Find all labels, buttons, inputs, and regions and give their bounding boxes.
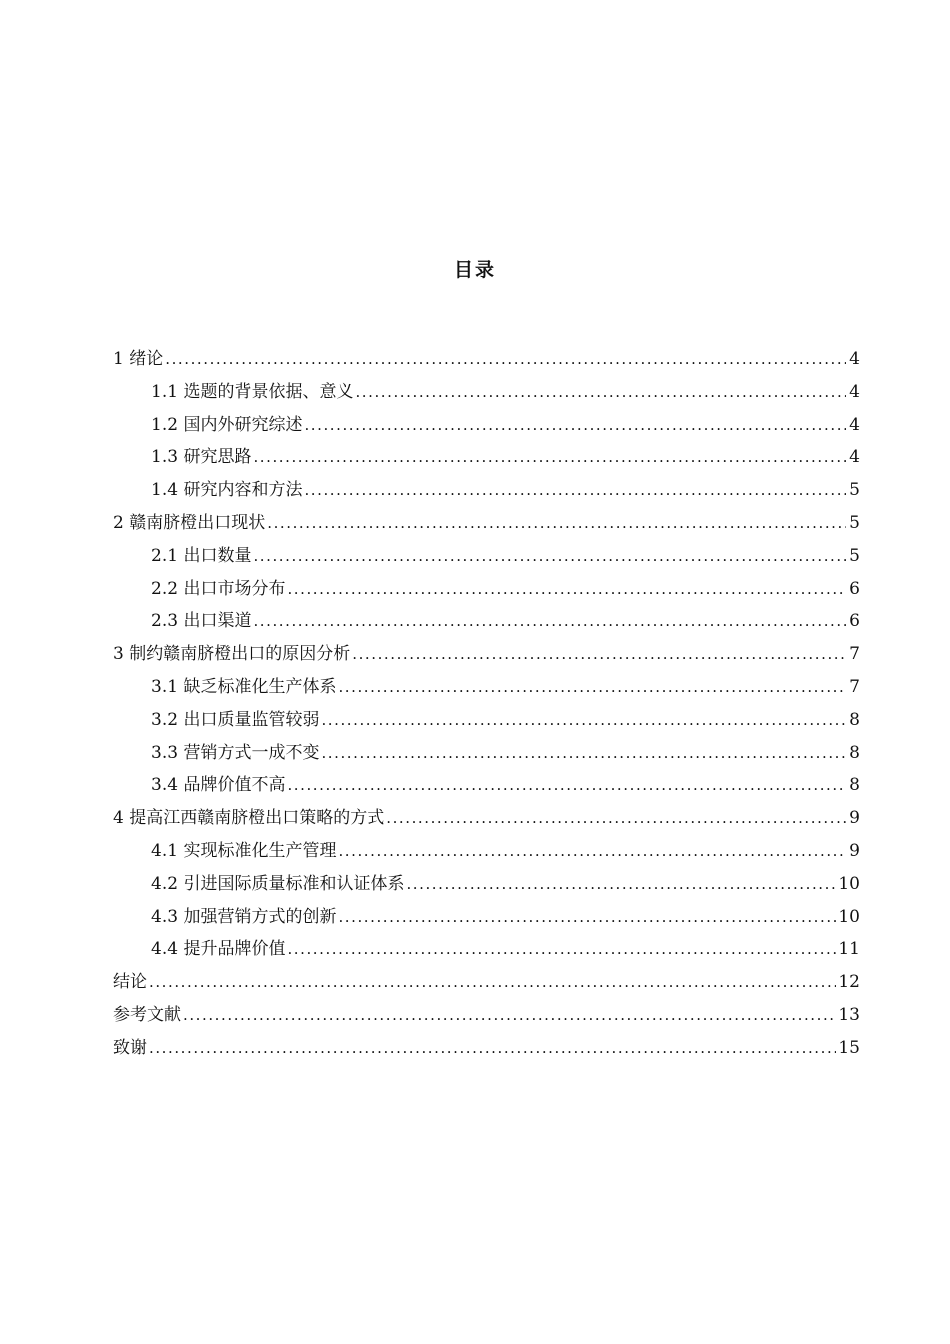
toc-dot-leader bbox=[321, 704, 846, 737]
toc-entry[interactable] bbox=[113, 1032, 860, 1065]
toc-entry[interactable] bbox=[113, 901, 860, 934]
table-of-contents bbox=[113, 343, 860, 1065]
toc-entry-label: 2.2 出口市场分布 bbox=[151, 578, 286, 599]
toc-dot-leader bbox=[338, 901, 836, 934]
toc-entry-label: 1.2 国内外研究综述 bbox=[151, 414, 303, 435]
toc-entry[interactable] bbox=[113, 671, 860, 704]
toc-entry[interactable] bbox=[113, 409, 860, 442]
toc-entry[interactable] bbox=[113, 376, 860, 409]
toc-entry-label: 3.3 营销方式一成不变 bbox=[151, 742, 320, 763]
toc-dot-leader bbox=[149, 1032, 836, 1065]
toc-entry-label: 1.4 研究内容和方法 bbox=[151, 480, 303, 501]
toc-dot-leader bbox=[287, 769, 846, 802]
toc-dot-leader bbox=[304, 409, 846, 442]
toc-entry[interactable] bbox=[113, 540, 860, 573]
toc-entry-label: 参考文献 bbox=[113, 1004, 181, 1025]
toc-entry-label: 3.1 缺乏标准化生产体系 bbox=[151, 676, 337, 697]
toc-dot-leader bbox=[304, 474, 846, 507]
toc-entry[interactable] bbox=[113, 573, 860, 606]
toc-entry-label: 4 提高江西赣南脐橙出口策略的方式 bbox=[113, 808, 385, 829]
toc-entry-label: 1.1 选题的背景依据、意义 bbox=[151, 381, 354, 402]
toc-dot-leader bbox=[183, 999, 836, 1032]
toc-entry-label: 4.1 实现标准化生产管理 bbox=[151, 840, 337, 861]
toc-entry-page-number: 6 bbox=[849, 611, 860, 632]
toc-entry-page-number: 10 bbox=[838, 906, 860, 927]
toc-entry-label: 1.3 研究思路 bbox=[151, 447, 252, 468]
toc-entry-page-number: 12 bbox=[838, 972, 860, 993]
toc-entry[interactable] bbox=[113, 737, 860, 770]
toc-entry-page-number: 5 bbox=[849, 512, 860, 533]
toc-entry-label: 2.1 出口数量 bbox=[151, 545, 252, 566]
toc-entry-label: 3.2 出口质量监管较弱 bbox=[151, 709, 320, 730]
toc-dot-leader bbox=[253, 605, 846, 638]
toc-entry[interactable] bbox=[113, 605, 860, 638]
toc-entry-page-number: 4 bbox=[849, 381, 860, 402]
toc-dot-leader bbox=[355, 376, 846, 409]
toc-dot-leader bbox=[406, 868, 836, 901]
toc-entry-page-number: 6 bbox=[849, 578, 860, 599]
toc-entry-label: 4.4 提升品牌价值 bbox=[151, 939, 286, 960]
toc-entry-label: 3.4 品牌价值不高 bbox=[151, 775, 286, 796]
toc-entry-label: 3 制约赣南脐橙出口的原因分析 bbox=[113, 644, 351, 665]
toc-entry[interactable] bbox=[113, 868, 860, 901]
toc-entry[interactable] bbox=[113, 441, 860, 474]
toc-dot-leader bbox=[287, 573, 846, 606]
toc-entry[interactable] bbox=[113, 966, 860, 999]
toc-entry-page-number: 15 bbox=[838, 1037, 860, 1058]
toc-entry-label: 1 绪论 bbox=[113, 349, 164, 369]
toc-entry-label: 4.3 加强营销方式的创新 bbox=[151, 906, 337, 927]
toc-dot-leader bbox=[253, 540, 846, 573]
toc-entry-page-number: 10 bbox=[838, 873, 860, 894]
toc-entry-page-number: 7 bbox=[849, 644, 860, 665]
toc-entry-page-number: 4 bbox=[849, 447, 860, 468]
toc-entry[interactable] bbox=[113, 638, 860, 671]
page-title: 目录 bbox=[453, 259, 496, 281]
toc-dot-leader bbox=[352, 638, 846, 671]
toc-dot-leader bbox=[149, 966, 836, 999]
toc-entry[interactable] bbox=[113, 999, 860, 1032]
toc-entry-page-number: 5 bbox=[849, 545, 860, 566]
toc-entry-label: 2.3 出口渠道 bbox=[151, 611, 252, 632]
toc-entry[interactable] bbox=[113, 474, 860, 507]
toc-dot-leader bbox=[253, 441, 846, 474]
toc-dot-leader bbox=[321, 737, 846, 770]
toc-entry-page-number: 8 bbox=[849, 775, 860, 796]
toc-entry[interactable] bbox=[113, 802, 860, 835]
toc-entry-page-number: 11 bbox=[838, 939, 860, 960]
toc-entry-page-number: 5 bbox=[849, 480, 860, 501]
toc-entry-label: 结论 bbox=[113, 972, 147, 993]
toc-dot-leader bbox=[165, 343, 846, 376]
toc-entry-label: 致谢 bbox=[113, 1037, 147, 1058]
toc-dot-leader bbox=[267, 507, 846, 540]
toc-entry-page-number: 4 bbox=[849, 349, 860, 369]
toc-entry[interactable] bbox=[113, 933, 860, 966]
toc-entry-page-number: 9 bbox=[849, 840, 860, 861]
toc-entry[interactable] bbox=[113, 704, 860, 737]
toc-entry-label: 2 赣南脐橙出口现状 bbox=[113, 512, 266, 533]
toc-entry[interactable] bbox=[113, 343, 860, 376]
toc-dot-leader bbox=[338, 671, 846, 704]
toc-entry-page-number: 8 bbox=[849, 709, 860, 730]
toc-entry[interactable] bbox=[113, 835, 860, 868]
toc-dot-leader bbox=[386, 802, 846, 835]
toc-entry-page-number: 13 bbox=[838, 1004, 860, 1025]
toc-entry-page-number: 9 bbox=[849, 808, 860, 829]
toc-entry-page-number: 4 bbox=[849, 414, 860, 435]
toc-dot-leader bbox=[338, 835, 846, 868]
toc-entry-page-number: 7 bbox=[849, 676, 860, 697]
toc-entry-page-number: 8 bbox=[849, 742, 860, 763]
toc-entry[interactable] bbox=[113, 769, 860, 802]
toc-entry-label: 4.2 引进国际质量标准和认证体系 bbox=[151, 873, 405, 894]
toc-entry[interactable] bbox=[113, 507, 860, 540]
toc-dot-leader bbox=[287, 933, 836, 966]
